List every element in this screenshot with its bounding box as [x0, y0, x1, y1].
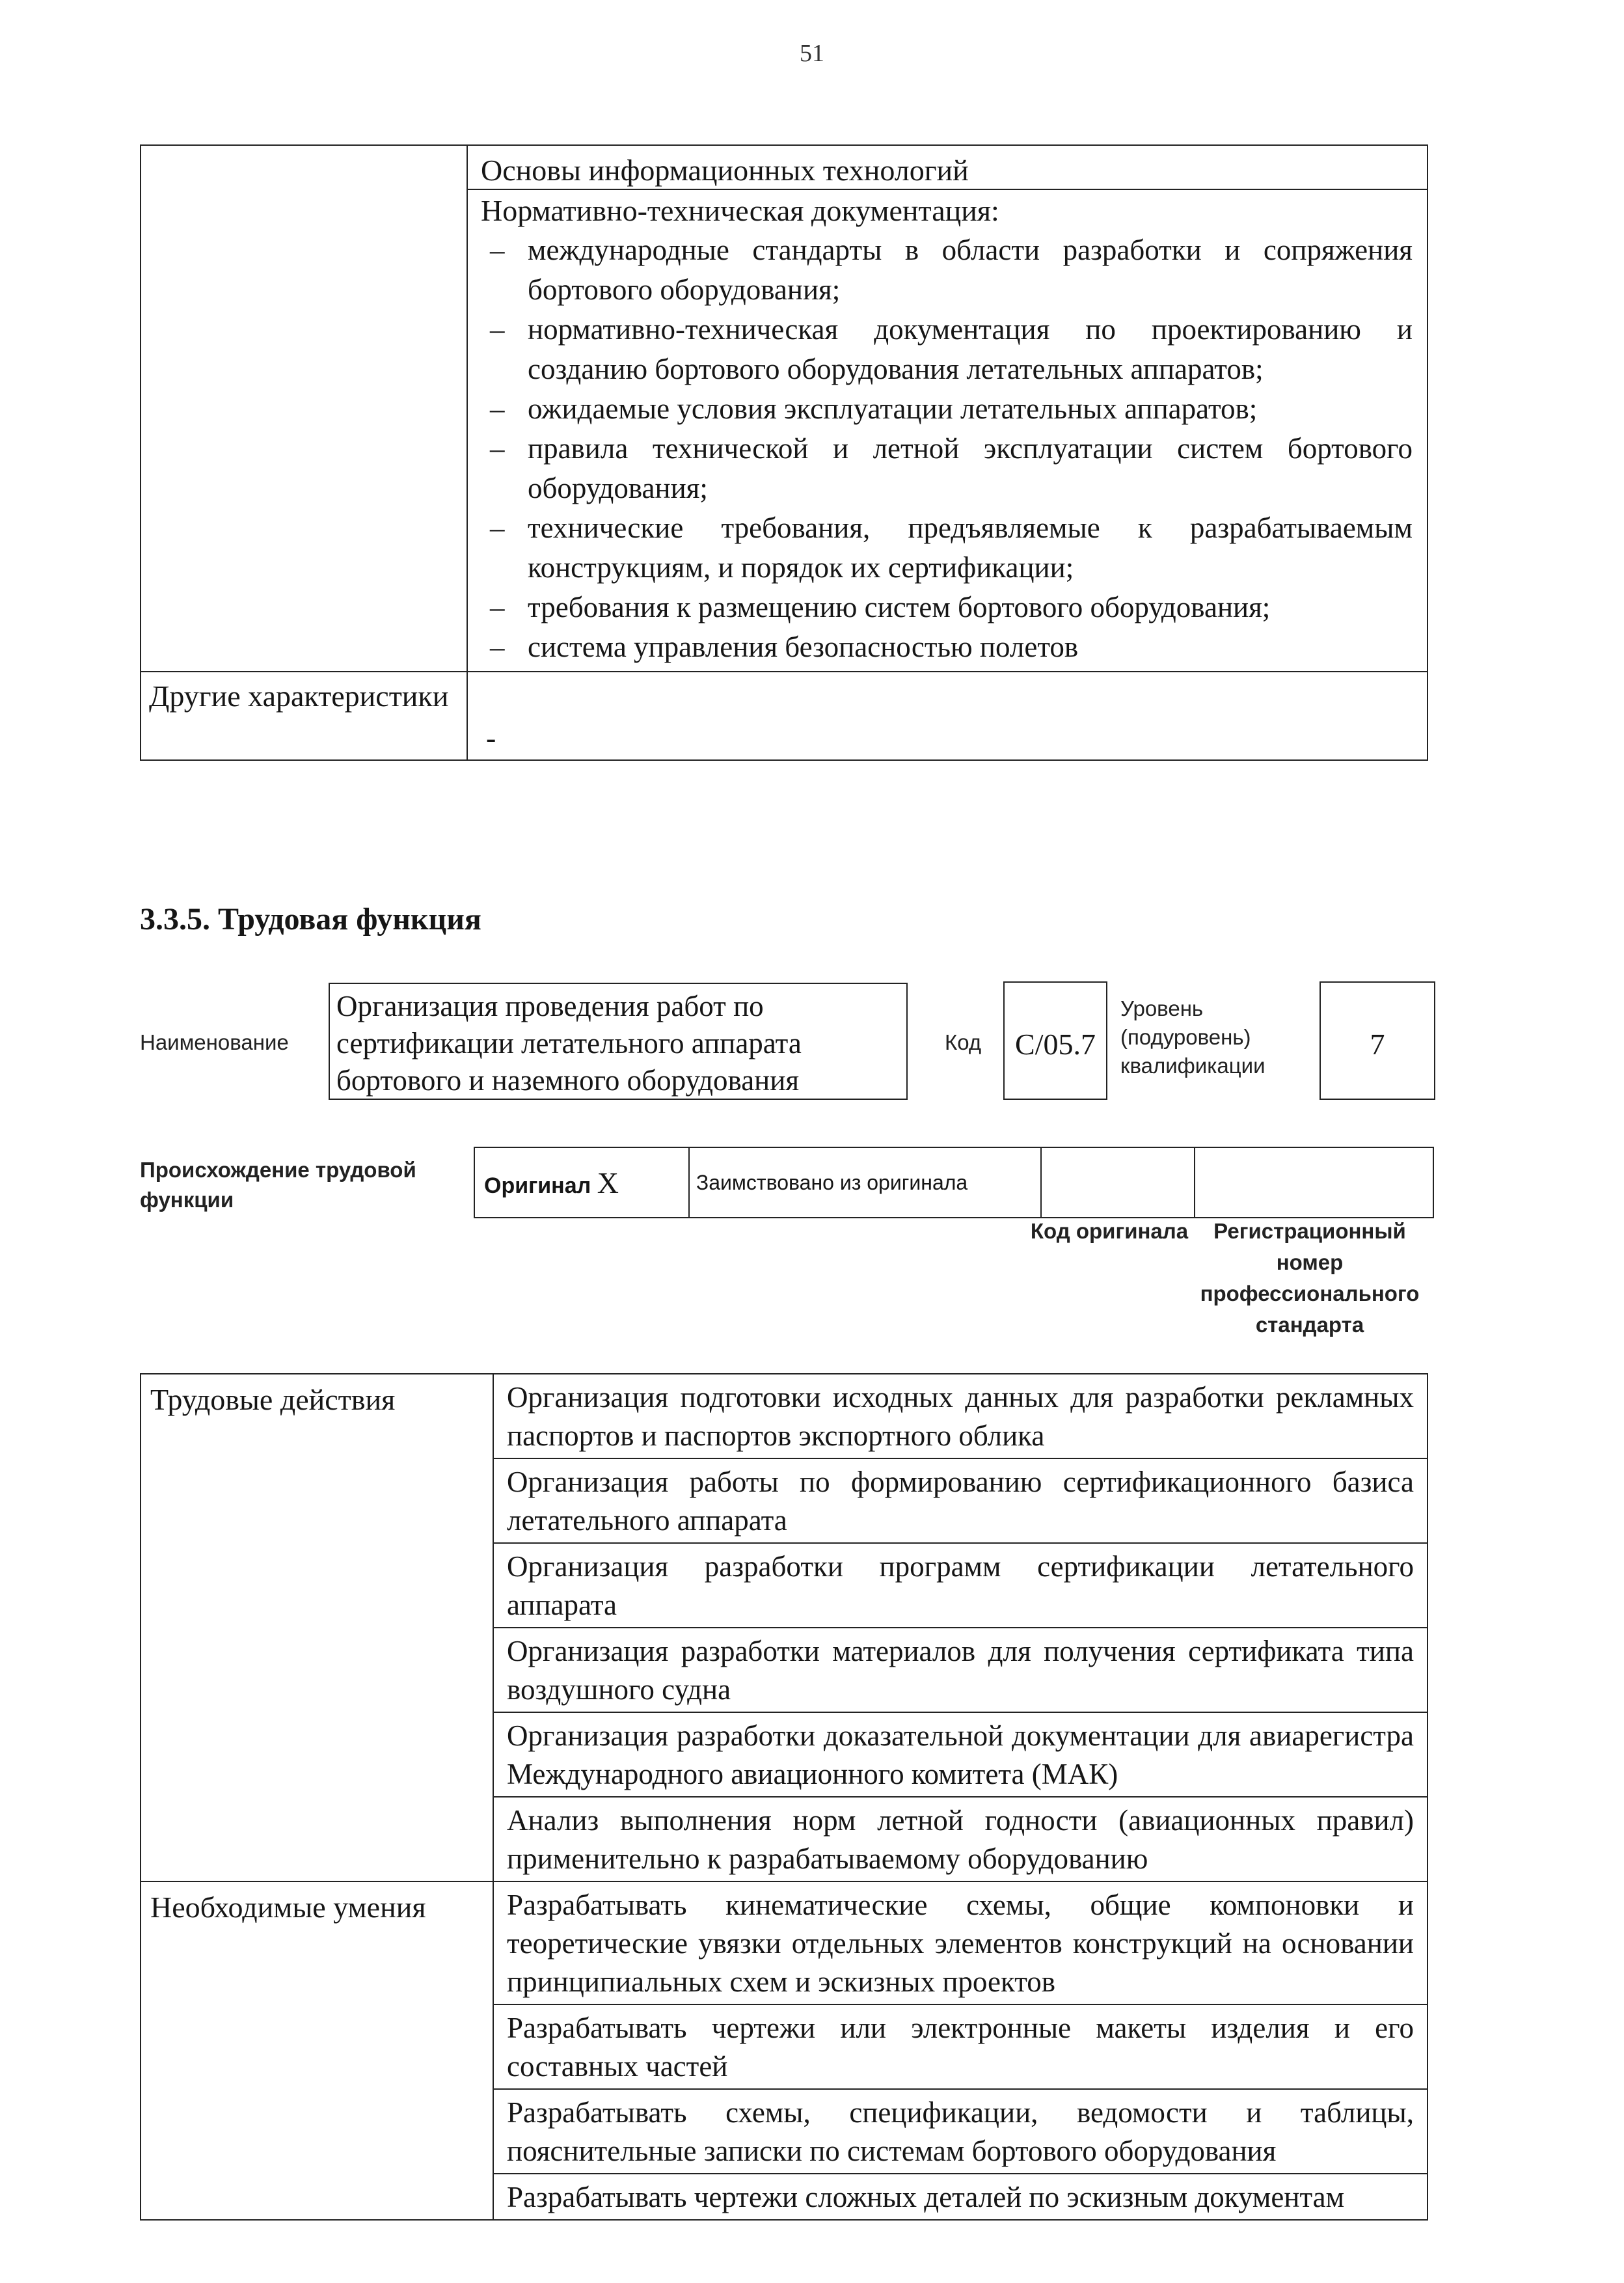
knowledge-label-cell — [141, 145, 467, 672]
registration-number-cell — [1195, 1147, 1433, 1218]
table-row: Разрабатывать чертежи сложных деталей по эскизным документам — [493, 2174, 1428, 2220]
list-item: – правила технической и летной эксплуатации систем бортового оборудования; — [481, 429, 1413, 508]
list-item: – ожидаемые условия эксплуатации летательных аппаратов; — [481, 389, 1413, 429]
table-row: Организация разработки программ сертификации летательного аппарата — [493, 1543, 1428, 1628]
level-value-box: 7 — [1320, 981, 1435, 1100]
list-item: – нормативно-техническая документация по проектированию и созданию бортового оборудования летательных аппаратов; — [481, 310, 1413, 389]
table-row: Организация подготовки исходных данных для разработки рекламных паспортов и паспортов экспортного облика — [493, 1374, 1428, 1458]
list-item: – международные стандарты в области разработки и сопряжения бортового оборудования; — [481, 230, 1413, 310]
section-title: 3.3.5. Трудовая функция — [140, 902, 481, 936]
borrowed-cell — [689, 1147, 1041, 1218]
level-label: Уровень (подуровень) квалификации — [1120, 996, 1265, 1078]
origin-label: Происхождение трудовой функции — [140, 1158, 416, 1212]
original-mark: X — [597, 1166, 619, 1199]
registration-caption: Регистрационный номер профессионального стандарта — [1200, 1219, 1420, 1337]
table-row: Анализ выполнения норм летной годности (авиационных правил) применительно к разрабатываемому оборудованию — [493, 1797, 1428, 1881]
table-row: Разрабатывать чертежи или электронные макеты изделия и его составных частей — [493, 2004, 1428, 2089]
original-cell — [474, 1147, 689, 1218]
knowledge-heading: Основы информационных технологий — [481, 154, 969, 187]
table-row: Организация разработки доказательной документации для авиарегистра Международного авиационного комитета (МАК) — [493, 1712, 1428, 1797]
page-number: 51 — [800, 40, 824, 67]
list-item: – требования к размещению систем бортового оборудования; — [481, 588, 1413, 627]
table-row: Разрабатывать схемы, спецификации, ведомости и таблицы, пояснительные записки по системам бортового оборудования — [493, 2089, 1428, 2174]
skills-label: Необходимые умения — [141, 1881, 493, 2220]
labor-actions-label: Трудовые действия — [141, 1374, 493, 1881]
borrowed-label: Заимствовано из оригинала — [696, 1170, 968, 1194]
name-label: Наименование — [140, 1030, 289, 1054]
other-characteristics-label-cell — [141, 672, 467, 760]
docs-list — [468, 230, 1427, 671]
original-label: Оригинал — [484, 1173, 591, 1198]
other-characteristics-value: - — [486, 721, 496, 754]
original-code-cell — [1041, 1147, 1195, 1218]
list-item: – система управления безопасностью полетов — [481, 627, 1413, 667]
knowledge-docs-cell — [467, 189, 1428, 672]
docs-heading: Нормативно-техническая документация: — [481, 194, 999, 227]
knowledge-table — [140, 144, 1428, 761]
table-row: Разрабатывать кинематические схемы, общие компоновки и теоретические увязки отдельных элементов конструкций на основании принципиальных схем и эскизных проектов — [493, 1881, 1428, 2004]
function-code-box: C/05.7 — [1003, 981, 1107, 1100]
origin-table — [474, 1147, 1434, 1218]
knowledge-heading-cell — [467, 145, 1428, 189]
other-characteristics-label: Другие характеристики — [149, 679, 449, 713]
other-characteristics-value-cell — [467, 672, 1428, 760]
actions-table — [140, 1373, 1428, 2221]
code-caption: Код оригинала — [1030, 1219, 1189, 1243]
list-item: – технические требования, предъявляемые к разрабатываемым конструкциям, и порядок их сертификации; — [481, 508, 1413, 588]
function-name-box: Организация проведения работ по сертификации летательного аппарата бортового и наземного оборудования — [329, 983, 908, 1100]
table-row: Организация разработки материалов для получения сертификата типа воздушного судна — [493, 1628, 1428, 1712]
code-label: Код — [945, 1030, 982, 1054]
table-row: Организация работы по формированию сертификационного базиса летательного аппарата — [493, 1458, 1428, 1543]
